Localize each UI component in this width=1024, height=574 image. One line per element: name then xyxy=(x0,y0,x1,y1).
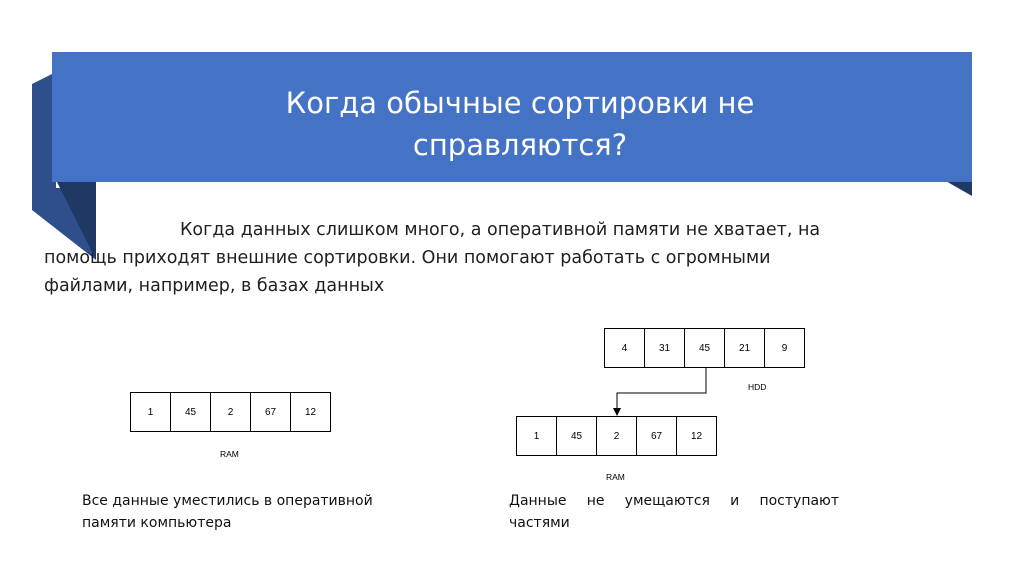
array-cell: 45 xyxy=(557,417,597,455)
ram-array-left xyxy=(130,392,331,432)
title-line-1: Когда обычные сортировки не xyxy=(285,86,755,120)
ram-label-left: RAM xyxy=(220,449,239,459)
caption-right-line-2: частями xyxy=(509,515,570,531)
array-cell: 2 xyxy=(211,393,251,431)
caption-left-line-2: памяти компьютера xyxy=(82,515,232,531)
body-line-3: файлами, например, в базах данных xyxy=(44,276,385,296)
array-cell: 4 xyxy=(605,329,645,367)
title-line-2: справляются? xyxy=(412,128,628,162)
caption-left xyxy=(82,490,427,534)
array-cell: 2 xyxy=(597,417,637,455)
slide-title xyxy=(90,82,950,166)
array-cell: 31 xyxy=(645,329,685,367)
ram-array-right xyxy=(516,416,717,456)
ribbon-right-tail xyxy=(944,180,972,196)
array-cell: 9 xyxy=(781,342,788,354)
array-cell: 12 xyxy=(690,430,703,442)
array-cell: 45 xyxy=(171,393,211,431)
array-cell: 12 xyxy=(304,406,317,418)
array-cell: 21 xyxy=(725,329,765,367)
array-cell: 1 xyxy=(517,417,557,455)
array-cell: 1 xyxy=(131,393,171,431)
hdd-label: HDD xyxy=(748,382,767,392)
array-cell: 67 xyxy=(251,393,291,431)
array-cell: 45 xyxy=(685,329,725,367)
hdd-array xyxy=(604,328,805,368)
body-line-2: помощь приходят внешние сортировки. Они помогают работать с огромными xyxy=(44,248,771,268)
caption-right xyxy=(509,490,839,534)
ram-label-right: RAM xyxy=(606,472,625,482)
body-line-1: Когда данных слишком много, а оперативной памяти не хватает, на xyxy=(180,220,821,240)
slide-body-text xyxy=(44,216,982,300)
array-cell: 67 xyxy=(637,417,677,455)
caption-left-line-1: Все данные уместились в оперативной xyxy=(82,493,373,509)
caption-right-line-1: Данные не умещаются и поступают xyxy=(509,493,839,509)
